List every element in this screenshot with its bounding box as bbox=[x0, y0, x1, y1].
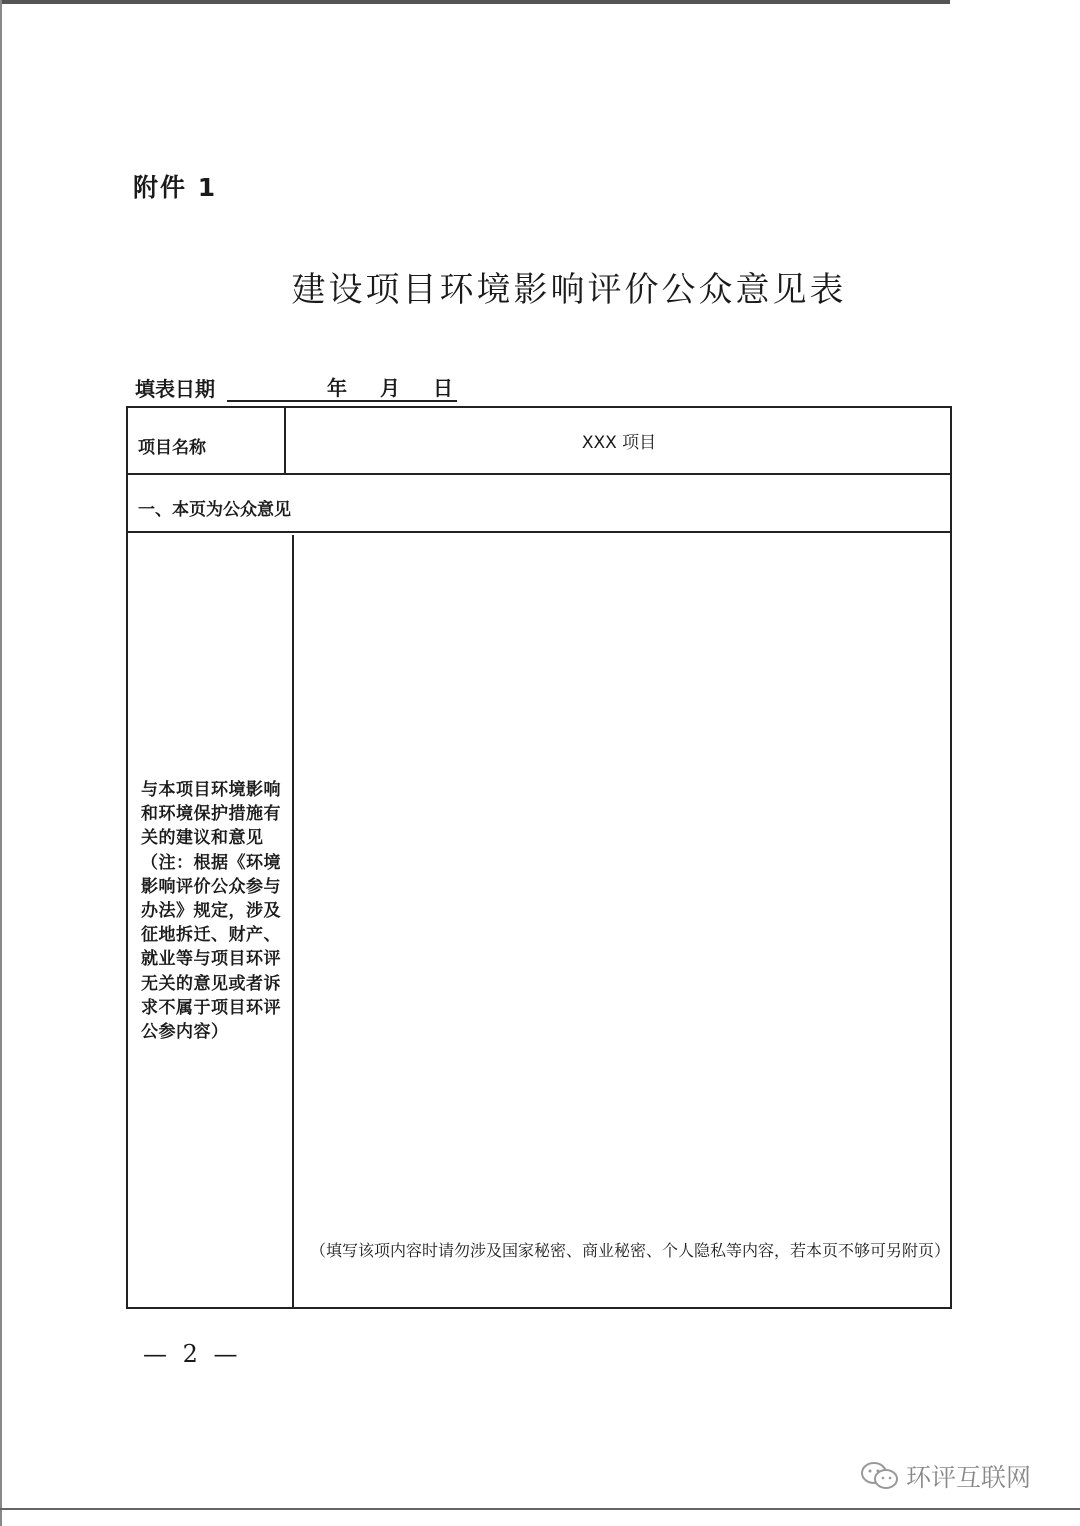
scan-edge-left bbox=[0, 0, 2, 1526]
watermark-text: 环评互联网 bbox=[906, 1463, 1032, 1492]
project-name-value[interactable]: XXX 项目 bbox=[581, 433, 657, 453]
page-number: — 2 — bbox=[143, 1340, 242, 1368]
opinion-label-cell bbox=[128, 535, 294, 1307]
opinion-note: （填写该项内容时请勿涉及国家秘密、商业秘密、个人隐私等内容，若本页不够可另附页） bbox=[310, 1241, 951, 1260]
opinion-row bbox=[128, 535, 950, 1307]
fill-date-row bbox=[135, 372, 457, 402]
scan-edge-top bbox=[0, 0, 950, 4]
opinion-label: 与本项目环境影响和环境保护措施有关的建议和意见（注：根据《环境影响评价公众参与办法》规定，涉及征地拆迁、财产、就业等与项目环评无关的意见或者诉求不属于项目环评公参内容） bbox=[141, 780, 281, 1043]
fill-date-field[interactable] bbox=[227, 372, 457, 402]
project-name-row bbox=[128, 408, 950, 475]
document-title-text: 建设项目环境影响评价公众意见表 bbox=[291, 270, 847, 310]
date-day-unit: 日 bbox=[433, 376, 453, 400]
opinion-input-area[interactable] bbox=[296, 535, 950, 1307]
public-opinion-form-table bbox=[126, 406, 952, 1309]
section-heading: 一、本页为公众意见 bbox=[128, 475, 950, 533]
fill-date-label: 填表日期 bbox=[135, 377, 215, 401]
attachment-label: 附件 1 bbox=[133, 173, 218, 202]
watermark bbox=[860, 1458, 1031, 1494]
scan-edge-bottom bbox=[0, 1508, 1080, 1510]
date-month-unit: 月 bbox=[380, 376, 400, 400]
wechat-icon bbox=[860, 1461, 900, 1491]
date-year-unit: 年 bbox=[327, 376, 347, 400]
project-name-label: 项目名称 bbox=[128, 408, 286, 473]
document-title bbox=[0, 262, 1080, 311]
